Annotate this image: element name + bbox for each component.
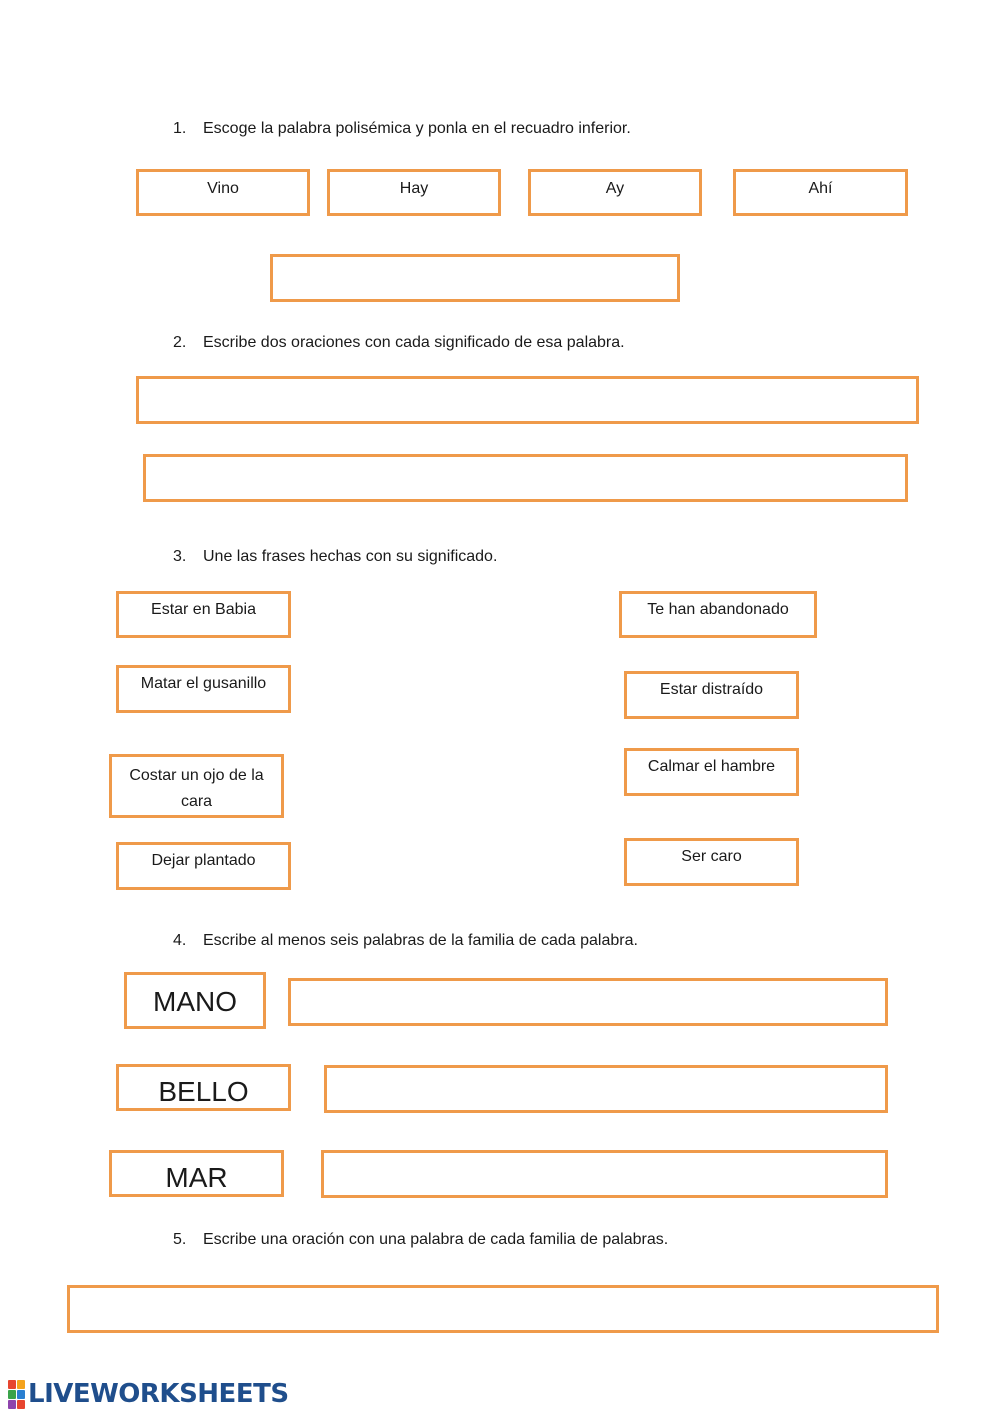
meaning-calmar-el-hambre[interactable]: Calmar el hambre (624, 748, 799, 796)
word-option-ay[interactable]: Ay (528, 169, 702, 216)
question-number: 2. (173, 334, 187, 351)
question-5 (173, 1231, 668, 1249)
question-3 (173, 548, 497, 566)
question-text: Escribe al menos seis palabras de la familia de cada palabra. (203, 932, 638, 949)
phrase-matar-el-gusanillo[interactable]: Matar el gusanillo (116, 665, 291, 713)
question-text: Une las frases hechas con su significado. (203, 548, 498, 565)
sentence-input-1[interactable] (136, 376, 919, 424)
logo-text: LIVEWORKSHEETS (28, 1379, 289, 1409)
phrase-costar-un-ojo[interactable]: Costar un ojo de la cara (109, 754, 284, 818)
family-word-mar: MAR (109, 1150, 284, 1197)
family-input-bello[interactable] (324, 1065, 888, 1113)
question-number: 4. (173, 932, 187, 949)
word-option-ahi[interactable]: Ahí (733, 169, 908, 216)
family-word-mano: MANO (124, 972, 266, 1029)
question-text: Escribe una oración con una palabra de cada familia de palabras. (203, 1231, 669, 1248)
word-option-hay[interactable]: Hay (327, 169, 501, 216)
question-number: 3. (173, 548, 187, 565)
family-input-mano[interactable] (288, 978, 888, 1026)
question-1 (173, 120, 631, 138)
logo-mark-icon (8, 1380, 25, 1409)
phrase-dejar-plantado[interactable]: Dejar plantado (116, 842, 291, 890)
sentence-input-5[interactable] (67, 1285, 939, 1333)
liveworksheets-logo[interactable] (8, 1380, 289, 1408)
question-number: 1. (173, 120, 187, 137)
meaning-te-han-abandonado[interactable]: Te han abandonado (619, 591, 817, 638)
family-input-mar[interactable] (321, 1150, 888, 1198)
meaning-estar-distraido[interactable]: Estar distraído (624, 671, 799, 719)
question-4 (173, 932, 638, 950)
meaning-ser-caro[interactable]: Ser caro (624, 838, 799, 886)
question-2 (173, 334, 625, 352)
answer-drop-box[interactable] (270, 254, 680, 302)
word-option-vino[interactable]: Vino (136, 169, 310, 216)
question-number: 5. (173, 1231, 187, 1248)
phrase-estar-en-babia[interactable]: Estar en Babia (116, 591, 291, 638)
question-text: Escribe dos oraciones con cada significado de esa palabra. (203, 334, 625, 351)
family-word-bello: BELLO (116, 1064, 291, 1111)
sentence-input-2[interactable] (143, 454, 908, 502)
question-text: Escoge la palabra polisémica y ponla en el recuadro inferior. (203, 120, 631, 137)
